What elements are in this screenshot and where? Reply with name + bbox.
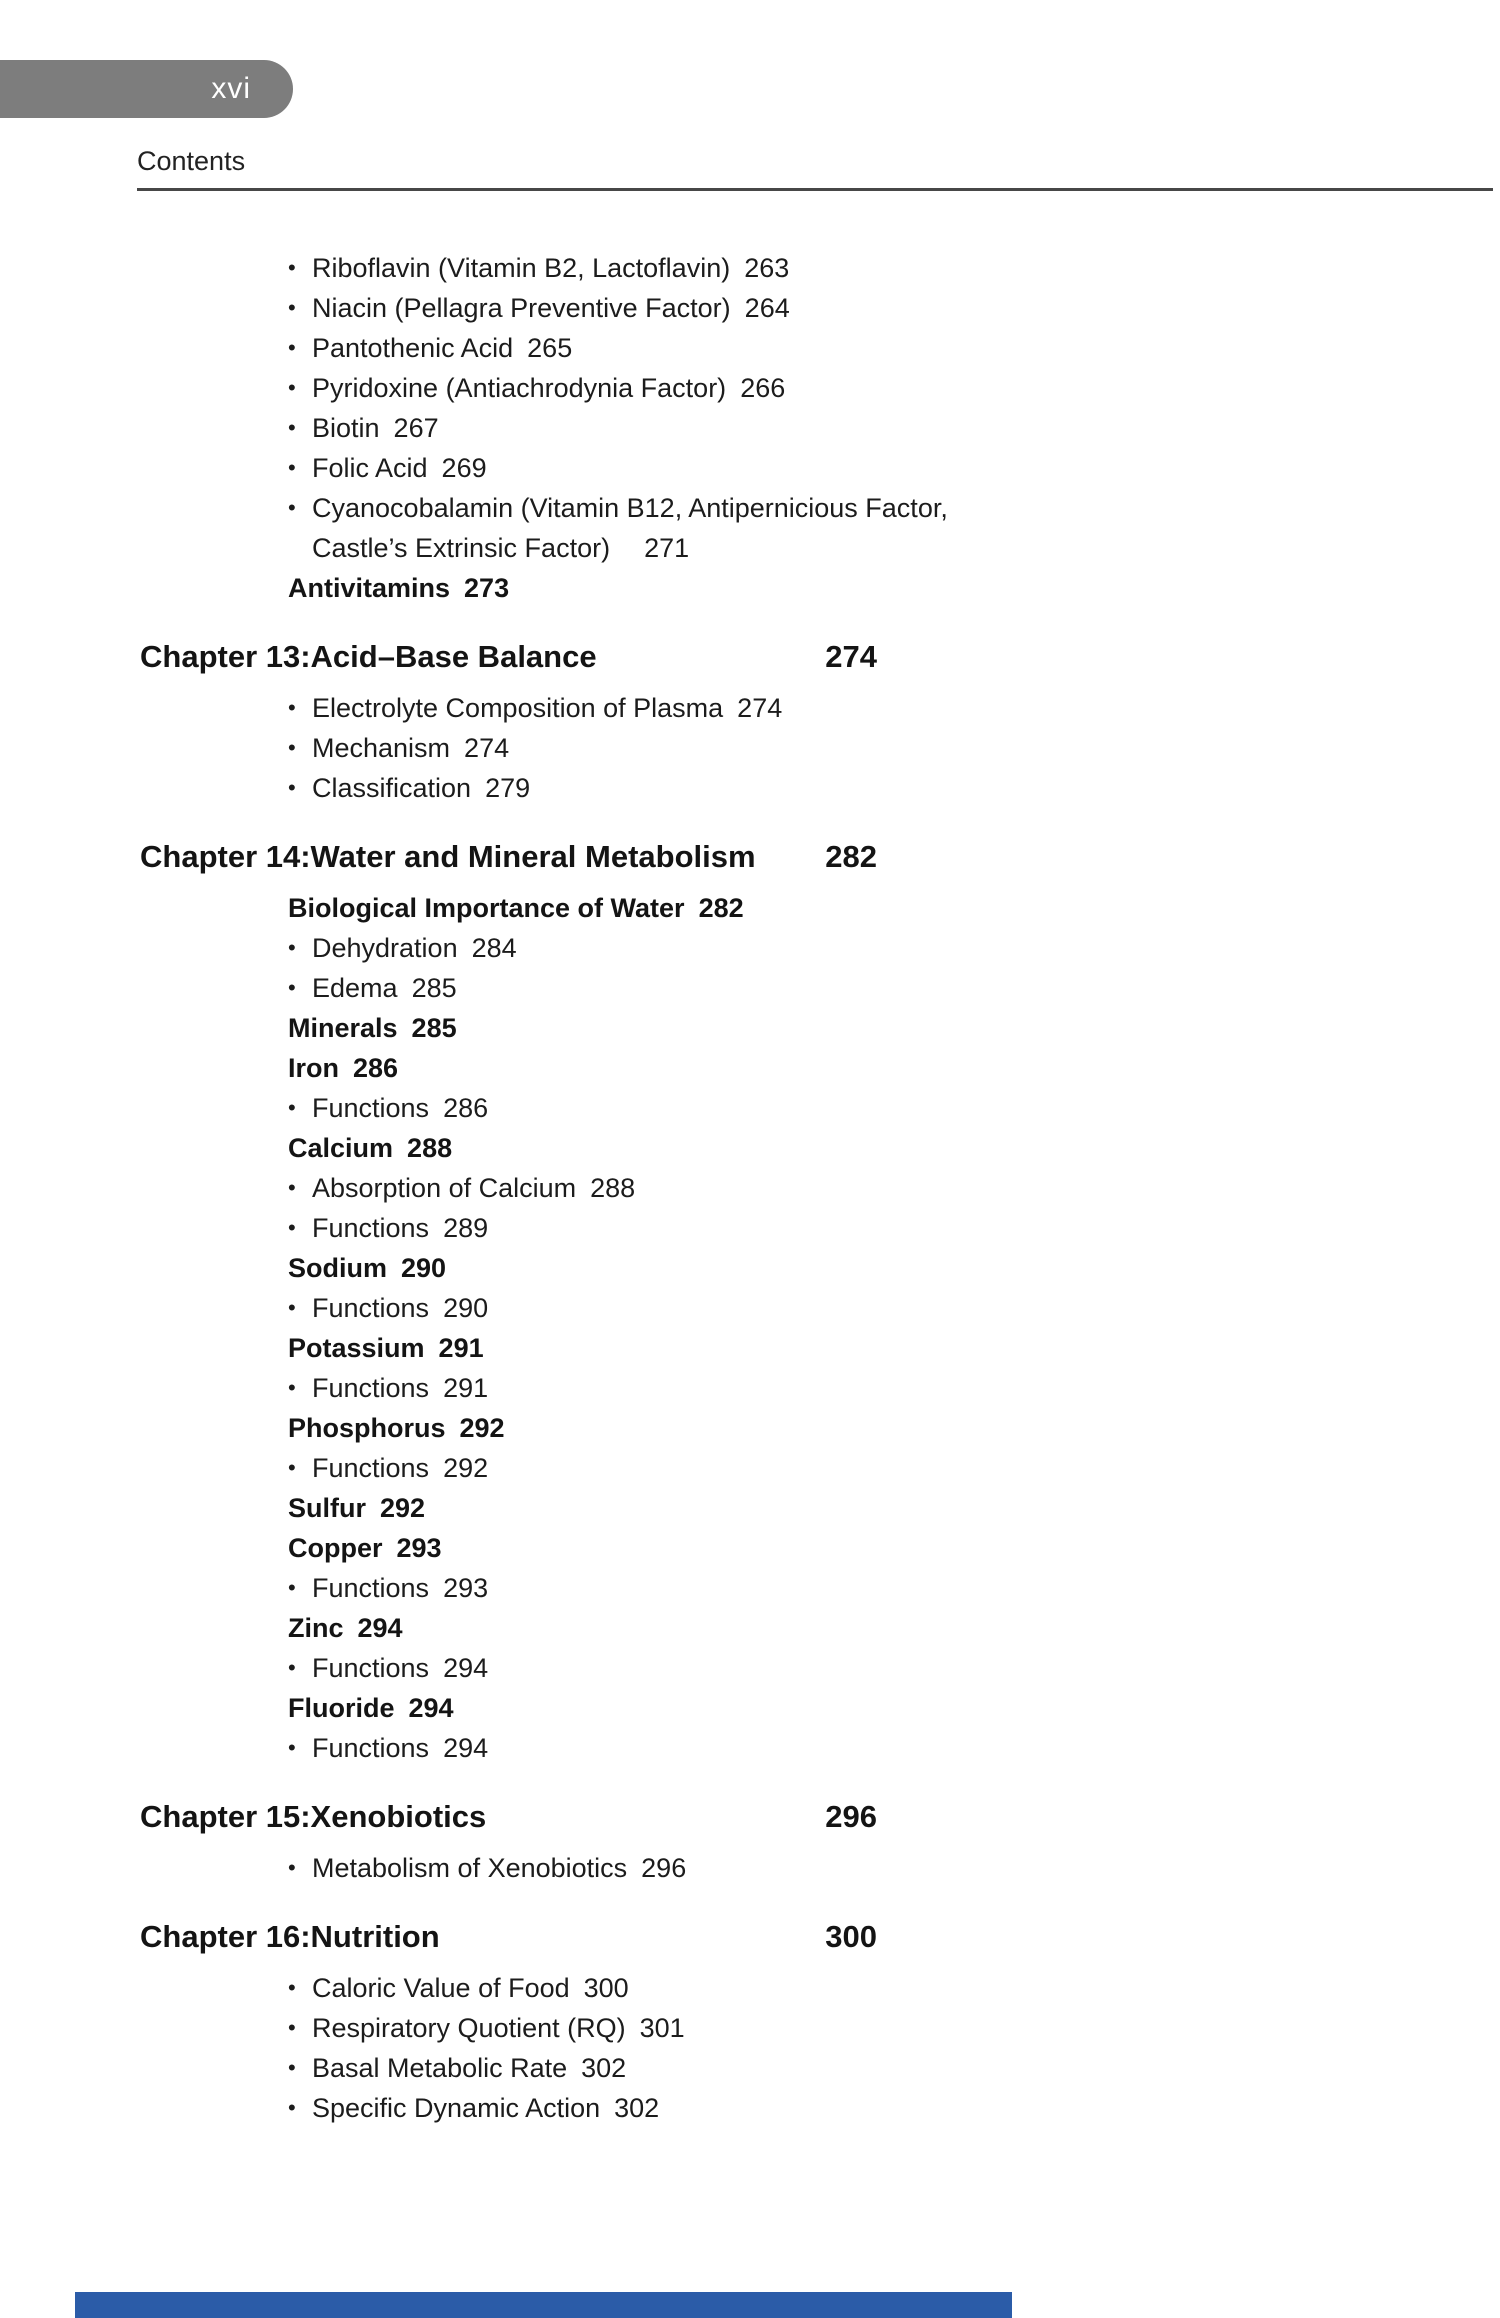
entry-text: Absorption of Calcium	[312, 1173, 577, 1203]
chapter-section	[140, 1794, 877, 1888]
bullet-icon: •	[288, 775, 296, 800]
entry-page-number: 274	[737, 693, 783, 723]
entry-text: Functions	[312, 1453, 430, 1483]
toc-list	[140, 248, 948, 2128]
footer-bar	[75, 2292, 1012, 2318]
toc-entry	[288, 1528, 877, 1568]
entry-text: Zinc	[288, 1613, 344, 1643]
entry-page-number: 294	[357, 1613, 403, 1643]
toc-entry	[288, 2048, 877, 2088]
bullet-icon: •	[288, 1375, 296, 1400]
entry-page-number: 301	[639, 2013, 685, 2043]
chapter-title: Acid–Base Balance	[310, 639, 597, 674]
entry-text: Pyridoxine (Antiachrodynia Factor)	[312, 373, 727, 403]
toc-entry	[288, 1048, 877, 1088]
bullet-icon: •	[288, 1295, 296, 1320]
chapter-label: Chapter 13:	[140, 639, 311, 674]
entry-page-number: 288	[407, 1133, 453, 1163]
bullet-icon: •	[288, 2055, 296, 2080]
entry-text: Respiratory Quotient (RQ)	[312, 2013, 626, 2043]
entry-page-number: 286	[443, 1093, 489, 1123]
toc-entry	[288, 728, 877, 768]
toc-entry	[288, 1088, 877, 1128]
bullet-icon: •	[288, 735, 296, 760]
entry-page-number: 290	[401, 1253, 447, 1283]
chapter-title: Water and Mineral Metabolism	[310, 839, 756, 874]
toc-entry	[288, 1648, 877, 1688]
chapter-page-number: 296	[825, 1799, 877, 1834]
toc-entry	[288, 1328, 877, 1368]
entry-page-number: 285	[411, 1013, 457, 1043]
entry-page-number: 296	[641, 1853, 687, 1883]
entry-text: Pantothenic Acid	[312, 333, 514, 363]
bullet-icon: •	[288, 1975, 296, 2000]
entry-page-number: 265	[527, 333, 573, 363]
entry-page-number: 263	[744, 253, 790, 283]
entry-text: Functions	[312, 1573, 430, 1603]
bullet-icon: •	[288, 335, 296, 360]
entry-text: Electrolyte Composition of Plasma	[312, 693, 724, 723]
bullet-icon: •	[288, 455, 296, 480]
entry-text: Sulfur	[288, 1493, 366, 1523]
bullet-icon: •	[288, 1215, 296, 1240]
page-number-tab	[0, 60, 293, 118]
toc-entry	[288, 2088, 877, 2128]
entry-page-number: 282	[698, 893, 744, 923]
entry-text: Functions	[312, 1733, 430, 1763]
toc-entry	[288, 1688, 877, 1728]
toc-entry	[288, 1728, 877, 1768]
entry-text: Biotin	[312, 413, 380, 443]
entry-text: Functions	[312, 1293, 430, 1323]
entry-text: Mechanism	[312, 733, 451, 763]
bullet-icon: •	[288, 1175, 296, 1200]
entry-page-number: 267	[393, 413, 439, 443]
toc-entry	[288, 1288, 877, 1328]
toc-entry	[288, 1968, 877, 2008]
entry-page-number: 284	[471, 933, 517, 963]
entry-text: Potassium	[288, 1333, 425, 1363]
entry-text: Antivitamins	[288, 573, 451, 603]
chapter-section	[140, 834, 877, 1768]
toc-entry	[288, 288, 877, 328]
entry-text: Basal Metabolic Rate	[312, 2053, 568, 2083]
entry-text: Copper	[288, 1533, 383, 1563]
bullet-icon: •	[288, 1655, 296, 1680]
page-number: xvi	[211, 72, 251, 105]
entry-page-number: 300	[583, 1973, 629, 2003]
entry-page-number: 266	[740, 373, 786, 403]
entry-text: Metabolism of Xenobiotics	[312, 1853, 628, 1883]
entry-text: Functions	[312, 1213, 430, 1243]
entry-page-number: 291	[438, 1333, 484, 1363]
entry-page-number: 291	[443, 1373, 489, 1403]
toc-entry	[288, 1408, 877, 1448]
entry-text: Riboflavin (Vitamin B2, Lactoflavin)	[312, 253, 731, 283]
toc-entry	[288, 408, 877, 448]
bullet-icon: •	[288, 2015, 296, 2040]
entry-text: Folic Acid	[312, 453, 428, 483]
toc-entry	[288, 488, 948, 568]
bullet-icon: •	[288, 255, 296, 280]
entry-text: Dehydration	[312, 933, 458, 963]
entry-text: Castle’s Extrinsic Factor)	[312, 533, 611, 563]
bullet-icon: •	[288, 1855, 296, 1880]
entry-page-number: 292	[459, 1413, 505, 1443]
chapter-page-number: 282	[825, 839, 877, 874]
bullet-icon: •	[288, 2095, 296, 2120]
entry-page-number: 289	[443, 1213, 489, 1243]
entry-text: Iron	[288, 1053, 339, 1083]
chapter-heading	[140, 1914, 877, 1960]
chapter-title: Nutrition	[310, 1919, 440, 1954]
toc-entry	[288, 968, 877, 1008]
bullet-icon: •	[288, 375, 296, 400]
entry-text: Sodium	[288, 1253, 387, 1283]
entry-page-number: 302	[581, 2053, 627, 2083]
entry-text: Specific Dynamic Action	[312, 2093, 601, 2123]
entry-text: Classification	[312, 773, 472, 803]
entry-page-number: 286	[353, 1053, 399, 1083]
toc-entry	[288, 2008, 877, 2048]
entry-text: Functions	[312, 1373, 430, 1403]
front-matter-section	[140, 248, 948, 608]
chapter-heading	[140, 1794, 877, 1840]
chapter-label: Chapter 16:	[140, 1919, 311, 1954]
entry-page-number: 294	[443, 1733, 489, 1763]
toc-entry	[288, 1208, 877, 1248]
toc-entry	[288, 1008, 877, 1048]
entry-page-number: 292	[380, 1493, 426, 1523]
toc-entry	[288, 1168, 877, 1208]
entry-page-number: 264	[744, 293, 790, 323]
entry-page-number: 269	[441, 453, 487, 483]
entry-text: Biological Importance of Water	[288, 893, 685, 923]
toc-entry	[288, 888, 877, 928]
entry-page-number: 285	[411, 973, 457, 1003]
toc-entry	[288, 1128, 877, 1168]
entry-text: Caloric Value of Food	[312, 1973, 570, 2003]
toc-entry	[288, 568, 877, 608]
entry-page-number: 294	[443, 1653, 489, 1683]
bullet-icon: •	[288, 1455, 296, 1480]
entry-text: Cyanocobalamin (Vitamin B12, Antipernicious Factor,	[312, 493, 948, 523]
chapter-title: Xenobiotics	[310, 1799, 487, 1834]
entry-text: Functions	[312, 1653, 430, 1683]
toc-entry	[288, 1568, 877, 1608]
entry-text: Functions	[312, 1093, 430, 1123]
bullet-icon: •	[288, 1575, 296, 1600]
toc-entry	[288, 928, 877, 968]
toc-entry	[288, 1488, 877, 1528]
bullet-icon: •	[288, 415, 296, 440]
chapter-page-number: 300	[825, 1919, 877, 1954]
toc-entry	[288, 1248, 877, 1288]
entry-text: Phosphorus	[288, 1413, 446, 1443]
chapter-label: Chapter 15:	[140, 1799, 311, 1834]
entry-page-number: 271	[644, 533, 690, 563]
toc-entry	[288, 448, 877, 488]
entry-page-number: 288	[590, 1173, 636, 1203]
toc-entry	[288, 248, 877, 288]
toc-entry	[288, 1848, 877, 1888]
entry-text: Niacin (Pellagra Preventive Factor)	[312, 293, 731, 323]
entry-page-number: 294	[408, 1693, 454, 1723]
entry-page-number: 274	[464, 733, 510, 763]
bullet-icon: •	[288, 695, 296, 720]
chapter-heading	[140, 634, 877, 680]
entry-text: Edema	[312, 973, 398, 1003]
toc-entry	[288, 1368, 877, 1408]
toc-entry	[288, 768, 877, 808]
entry-text: Fluoride	[288, 1693, 395, 1723]
bullet-icon: •	[288, 495, 296, 520]
entry-page-number: 273	[464, 573, 510, 603]
entry-page-number: 293	[443, 1573, 489, 1603]
toc-entry	[288, 1608, 877, 1648]
bullet-icon: •	[288, 975, 296, 1000]
toc-entry	[288, 328, 877, 368]
bullet-icon: •	[288, 1095, 296, 1120]
chapter-section	[140, 634, 877, 808]
bullet-icon: •	[288, 295, 296, 320]
bullet-icon: •	[288, 1735, 296, 1760]
entry-page-number: 292	[443, 1453, 489, 1483]
entry-text: Minerals	[288, 1013, 398, 1043]
chapter-label: Chapter 14:	[140, 839, 311, 874]
toc-entry	[288, 1448, 877, 1488]
chapter-section	[140, 1914, 877, 2128]
entry-text: Calcium	[288, 1133, 394, 1163]
chapter-heading	[140, 834, 877, 880]
chapter-page-number: 274	[825, 639, 877, 674]
entry-page-number: 302	[614, 2093, 660, 2123]
page-title: Contents	[137, 146, 246, 176]
toc-entry	[288, 368, 877, 408]
bullet-icon: •	[288, 935, 296, 960]
entry-page-number: 293	[396, 1533, 442, 1563]
toc-entry	[288, 688, 877, 728]
entry-page-number: 290	[443, 1293, 489, 1323]
entry-page-number: 279	[485, 773, 531, 803]
header-divider	[137, 188, 1493, 191]
